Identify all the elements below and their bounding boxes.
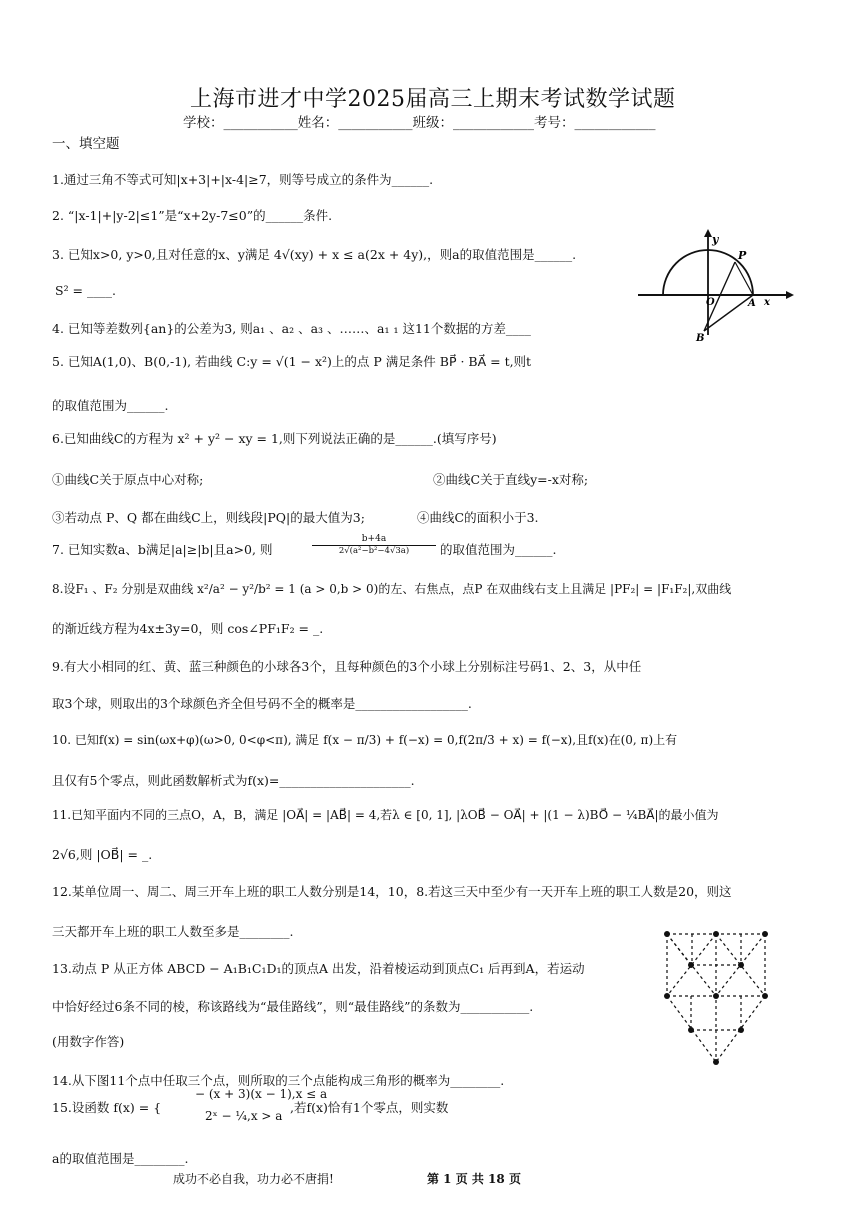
question-12: 12.某单位周一、周二、周三开车上班的职工人数分别是14，10，8.若这三天中至少有一天开车上班的职工人数是20，则这: [52, 884, 732, 899]
question-15-piece-1: − (x + 3)(x − 1),x ≤ a: [195, 1087, 328, 1101]
question-6-option-2: ②曲线C关于直线y=-x对称;: [433, 472, 589, 487]
lattice-dot: [713, 931, 719, 937]
question-6: 6.已知曲线C的方程为 x² + y² − xy = 1,则下列说法正确的是______.(填写序号): [52, 431, 497, 446]
x-axis-arrow: [786, 291, 794, 299]
question-13-line-3: (用数字作答): [52, 1034, 125, 1049]
question-5-line-2: 的取值范围为______.: [52, 398, 169, 413]
question-4: 4. 已知等差数列{an}的公差为3, 则a₁ 、a₂ 、a₃ 、……、a₁ ₁ 这11个数据的方差____: [52, 321, 531, 336]
question-7: 7. 已知实数a、b满足|a|≥|b|且a>0, 则: [52, 542, 273, 557]
y-axis-arrow: [704, 229, 712, 237]
question-6-option-1: ①曲线C关于原点中心对称;: [52, 472, 204, 487]
question-9-line-2: 取3个球，则取出的3个球颜色齐全但号码不全的概率是__________________.: [52, 696, 472, 711]
question-13-line-2: 中恰好经过6条不同的棱，称该路线为“最佳路线”，则“最佳路线”的条数为___________.: [52, 999, 534, 1014]
label-b: B: [696, 333, 705, 344]
question-7-tail: 的取值范围为______.: [440, 542, 557, 557]
question-12-line-2: 三天都开车上班的职工人数至多是________.: [52, 924, 294, 939]
question-7-denominator: 2√(a²−b²−4√3a): [312, 545, 436, 557]
section-title: 一、填空题: [52, 136, 120, 152]
label-p: P: [738, 249, 747, 262]
question-6-option-4: ④曲线C的面积小于3.: [417, 510, 539, 525]
lattice-dot: [738, 962, 744, 968]
question-15-tail: ,若f(x)恰有1个零点，则实数: [290, 1100, 449, 1115]
lattice-dot: [762, 993, 768, 999]
question-10-line-2: 且仅有5个零点，则此函数解析式为f(x)=_____________________.: [52, 773, 415, 788]
question-5: 5. 已知A(1,0)、B(0,-1), 若曲线 C:y = √(1 − x²)上的点 P 满足条件 BP⃗ · BA⃗ = t,则t: [52, 354, 532, 369]
question-6-option-3: ③若动点 P、Q 都在曲线C上，则线段|PQ|的最大值为3;: [52, 510, 365, 525]
question-10: 10. 已知f(x) = sin(ωx+φ)(ω>0, 0<φ<π), 满足 f(x − π/3) + f(−x) = 0,f(2π/3 + x) = f(−x),且f(x)在(0, π)上有: [52, 733, 678, 747]
label-y: y: [712, 233, 719, 246]
question-14: 14.从下图11个点中任取三个点，则所取的三个点能构成三角形的概率为________.: [52, 1073, 505, 1088]
lattice-dot: [664, 993, 670, 999]
question-11-line-2: 2√6,则 |OB⃗| = _.: [52, 847, 153, 862]
lattice-dot: [688, 962, 694, 968]
lattice-dot: [762, 931, 768, 937]
label-x: x: [764, 297, 770, 308]
question-15-piece-2: 2ˣ − ¼,x > a: [205, 1109, 283, 1123]
question-7-fraction: [312, 534, 436, 557]
question-15-line-2: a的取值范围是________.: [52, 1151, 189, 1166]
question-11: 11.已知平面内不同的三点O，A，B，满足 |OA⃗| = |AB⃗| = 4,若λ ∈ [0, 1], |λOB⃗ − OA⃗| + |(1 − λ)BO⃗ − ¼BA⃗|的最小值为: [52, 808, 719, 822]
question-13: 13.动点 P 从正方体 ABCD − A₁B₁C₁D₁的顶点A 出发，沿着棱运动到顶点C₁ 后再到A，若运动: [52, 961, 585, 976]
figure-semicircle: [636, 225, 796, 345]
lattice-dot: [738, 1027, 744, 1033]
question-8-line-2: 的渐近线方程为4x±3y=0，则 cos∠PF₁F₂ = _.: [52, 621, 324, 636]
question-15: 15.设函数 f(x) = {: [52, 1100, 162, 1115]
question-7-numerator: b+4a: [361, 534, 387, 544]
question-2: 2. “|x-1|+|y-2|≤1”是“x+2y-7≤0”的______条件.: [52, 208, 333, 223]
footer-page-number: 第 1 页 共 18 页: [427, 1172, 521, 1186]
question-8: 8.设F₁ 、F₂ 分别是双曲线 x²/a² − y²/b² = 1 (a > 0,b > 0)的左、右焦点，点P 在双曲线右支上且满足 |PF₂| = |F₁F₂|,双曲线: [52, 582, 732, 596]
question-3-line-2: S² = ____.: [55, 283, 116, 298]
lattice-dot: [664, 931, 670, 937]
lattice-dot: [688, 1027, 694, 1033]
question-9: 9.有大小相同的红、黄、蓝三种颜色的小球各3个，且每种颜色的3个小球上分别标注号码1、2、3，从中任: [52, 659, 642, 674]
footer-motto: 成功不必自我，功力必不唐捐!: [173, 1172, 334, 1186]
label-o: O: [706, 297, 715, 308]
lattice-dot: [713, 1059, 719, 1065]
student-info-line: 学校：___________姓名：___________班级：____________考号：____________: [183, 115, 656, 131]
question-1: 1.通过三角不等式可知|x+3|+|x-4|≥7，则等号成立的条件为______.: [52, 172, 434, 187]
page-title: 上海市进才中学2025届高三上期末考试数学试题: [190, 87, 676, 112]
label-a: A: [748, 298, 756, 309]
question-3: 3. 已知x>0, y>0,且对任意的x、y满足 4√(xy) + x ≤ a(2x + 4y),，则a的取值范围是______.: [52, 247, 577, 262]
figure-dot-lattice: [655, 920, 785, 1070]
lattice-dot: [713, 993, 719, 999]
